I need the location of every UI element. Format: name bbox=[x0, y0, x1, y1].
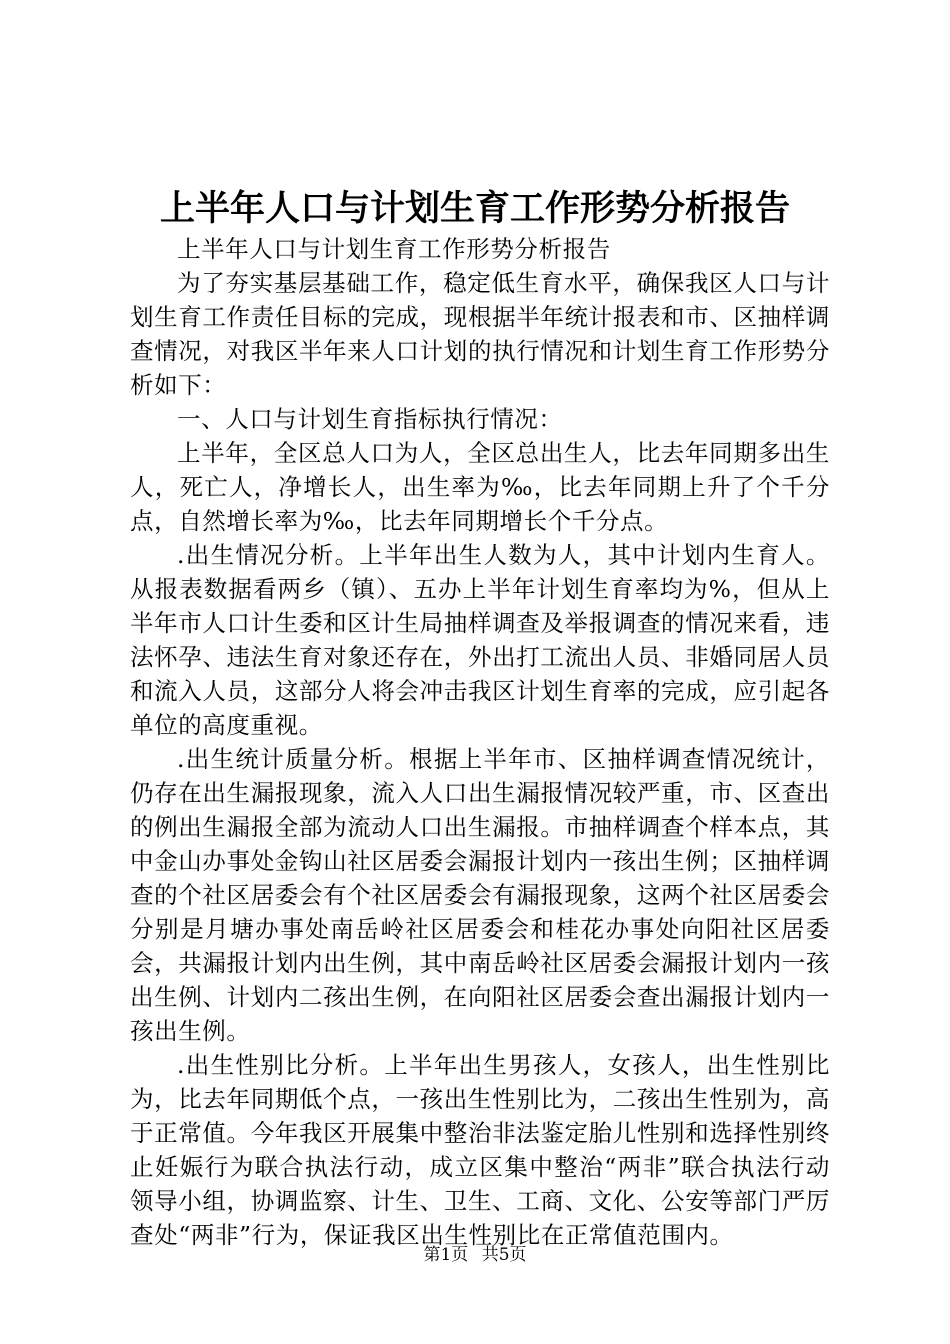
paragraph-birth-statistics-quality: .出生统计质量分析。根据上半年市、区抽样调查情况统计，仍存在出生漏报现象，流入人口出生漏报情况较严重，市、区查出的例出生漏报全部为流动人口出生漏报。市抽样调查个样本点，其中金山办事处金钩山社区居委会漏报计划内一孩出生例；区抽样调查的个社区居委会有个社区居委会有漏报现象，这两个社区居委会分别是月塘办事处南岳岭社区居委会和桂花办事处向阳社区居委会，共漏报计划内出生例，其中南岳岭社区居委会漏报计划内一孩出生例、计划内二孩出生例，在向阳社区居委会查出漏报计划内一孩出生例。 bbox=[130, 745, 830, 1045]
page-number-current: 第1页 bbox=[423, 1245, 469, 1265]
document-body bbox=[130, 232, 830, 1252]
page-number-total: 共5页 bbox=[481, 1245, 527, 1265]
document-title: 上半年人口与计划生育工作形势分析报告 bbox=[159, 188, 790, 229]
section-heading-1: 一、人口与计划生育指标执行情况： bbox=[177, 405, 563, 433]
paragraph-intro: 为了夯实基层基础工作，稳定低生育水平，确保我区人口与计划生育工作责任目标的完成，现根据半年统计报表和市、区抽样调查情况，对我区半年来人口计划的执行情况和计划生育工作形势分析如下： bbox=[130, 269, 830, 399]
paragraph-subtitle: 上半年人口与计划生育工作形势分析报告 bbox=[177, 235, 611, 263]
paragraph-population-summary: 上半年，全区总人口为人，全区总出生人，比去年同期多出生人，死亡人，净增长人，出生率为‰，比去年同期上升了个千分点，自然增长率为‰，比去年同期增长个千分点。 bbox=[130, 439, 830, 535]
paragraph-birth-analysis: .出生情况分析。上半年出生人数为人，其中计划内生育人。从报表数据看两乡（镇）、五办上半年计划生育率均为%，但从上半年市人口计生委和区计生局抽样调查及举报调查的情况来看，违法怀孕、违法生育对象还存在，外出打工流出人员、非婚同居人员和流入人员，这部分人将会冲击我区计划生育率的完成，应引起各单位的高度重视。 bbox=[130, 541, 830, 739]
paragraph-sex-ratio-analysis: .出生性别比分析。上半年出生男孩人，女孩人，出生性别比为，比去年同期低个点，一孩出生性别比为，二孩出生性别为，高于正常值。今年我区开展集中整治非法鉴定胎儿性别和选择性别终止妊娠行为联合执法行动，成立区集中整治“两非”联合执法行动领导小组，协调监察、计生、卫生、工商、文化、公安等部门严厉查处“两非”行为，保证我区出生性别比在正常值范围内。 bbox=[130, 1051, 830, 1249]
page-footer bbox=[0, 1243, 950, 1267]
